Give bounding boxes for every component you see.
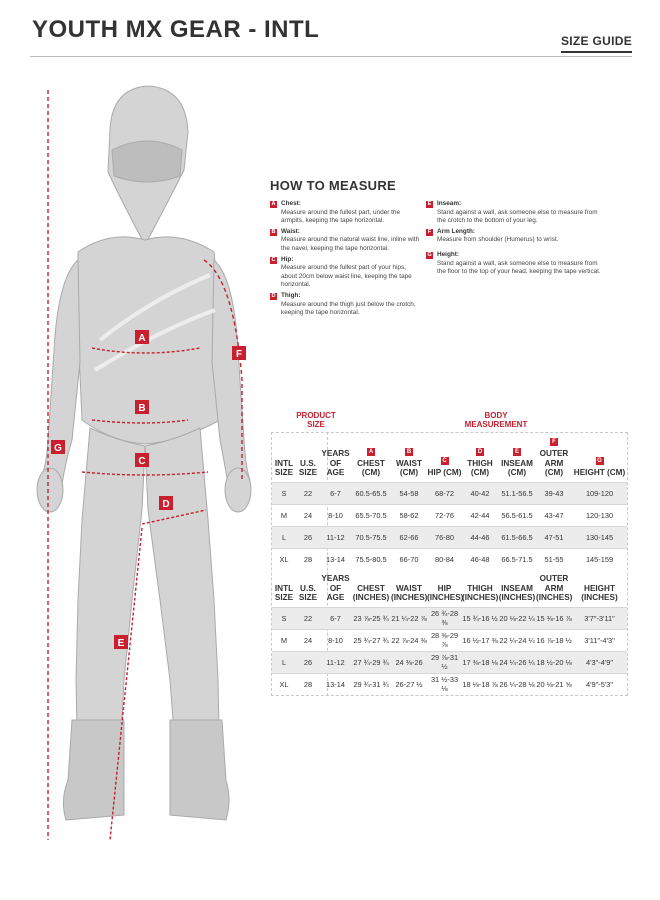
table-cell: 24 ⅜-26: [391, 651, 427, 673]
table-cell: 11-12: [320, 526, 351, 548]
table-cell: 46-48: [462, 548, 498, 570]
table-cell: 28: [296, 673, 320, 695]
column-marker: F: [550, 438, 558, 446]
marker-c: C: [138, 456, 146, 467]
marker-badge: B: [271, 228, 276, 235]
measure-name: Arm Length:: [437, 227, 475, 235]
table-cell: 130-145: [572, 526, 627, 548]
table-cell: 8-10: [320, 504, 351, 526]
column-header: YEARS OF AGE: [321, 449, 350, 477]
column-header: INSEAM (INCHES): [498, 583, 536, 602]
table-row: [272, 651, 627, 673]
table-cell: 39-43: [536, 482, 572, 504]
table-row: [272, 526, 627, 548]
table-cell: 18 ½-20 ⅛: [536, 651, 572, 673]
right-arm-shape: [212, 260, 250, 484]
table-cell: S: [272, 482, 296, 504]
table-cell: 70.5-75.5: [351, 526, 391, 548]
table-cell: 40-42: [462, 482, 498, 504]
measure-name: Hip:: [281, 255, 294, 263]
measure-item-chest: [270, 200, 420, 226]
table-cell: 60.5-65.5: [351, 482, 391, 504]
table-cell: 24: [296, 629, 320, 651]
table-cell: 22: [296, 607, 320, 629]
measure-name: Thigh:: [281, 291, 301, 299]
table-cell: 28: [296, 548, 320, 570]
marker-badge: D: [271, 292, 276, 299]
measure-item-height: [426, 251, 601, 277]
table-row: [272, 607, 627, 629]
table-cell: 62-66: [391, 526, 427, 548]
measure-name: Height:: [437, 250, 460, 258]
page-title: YOUTH MX GEAR - INTL: [32, 16, 320, 43]
column-marker: G: [597, 458, 602, 464]
left-hand-shape: [37, 468, 63, 512]
marker-d: D: [162, 499, 170, 510]
table-cell: 66.5-71.5: [498, 548, 536, 570]
table-cell: 26 ¼-28 ⅛: [498, 673, 536, 695]
measure-name: Waist:: [281, 227, 300, 235]
table-cell: 3'7"-3'11": [572, 607, 627, 629]
table-cell: 31 ½-33 ⅛: [427, 673, 462, 695]
table-cell: S: [272, 607, 296, 629]
table-cell: M: [272, 504, 296, 526]
header-divider: [30, 56, 632, 57]
table-cell: 13-14: [320, 548, 351, 570]
table-cell: L: [272, 526, 296, 548]
measure-desc: Measure around the fullest part of your hips, about 20cm below waist line, keeping the tape horizontal.: [281, 264, 412, 289]
table-cell: 51.1-56.5: [498, 482, 536, 504]
rider-figure-illustration: [20, 80, 270, 895]
marker-badge: A: [271, 201, 276, 207]
table-cell: 13-14: [320, 673, 351, 695]
table-cell: 24: [296, 504, 320, 526]
table-cell: 29 ⅞-31 ½: [427, 651, 462, 673]
table-cell: 25 ¾-27 ¾: [351, 629, 391, 651]
column-header: INTL SIZE: [274, 583, 294, 602]
table-cell: M: [272, 629, 296, 651]
table-cell: 75.5-80.5: [351, 548, 391, 570]
table-cell: 15 ⅜-16 ⅞: [536, 607, 572, 629]
goggle-shape: [112, 141, 182, 182]
table-cell: 27 ¾-29 ¾: [351, 651, 391, 673]
left-boot-shape: [63, 720, 124, 820]
column-header: HEIGHT (INCHES): [581, 583, 618, 602]
marker-g: G: [54, 443, 62, 454]
column-header: HIP (INCHES): [427, 583, 464, 602]
size-table-cm: [272, 436, 627, 570]
measure-desc: Stand against a wall, ask someone else to measure from the crotch to the bottom of your leg.: [437, 208, 598, 225]
table-cell: 22 ¼-24 ¼: [498, 629, 536, 651]
table-cell: 26-27 ½: [391, 673, 427, 695]
table-cell: 47-51: [536, 526, 572, 548]
size-table-inches: [272, 574, 627, 695]
table-cell: L: [272, 651, 296, 673]
column-marker: A: [368, 448, 374, 455]
measure-item-thigh: [270, 292, 420, 318]
table-cell: 20 ⅛-22 ¼: [498, 607, 536, 629]
table-cell: 3'11"-4'3": [572, 629, 627, 651]
table-row: [272, 504, 627, 526]
column-header: WAIST (INCHES): [391, 583, 428, 602]
table-cell: 23 ⅞-25 ¾: [351, 607, 391, 629]
table-cell: 6-7: [320, 482, 351, 504]
right-hand-shape: [225, 468, 251, 512]
column-header: U.S. SIZE: [298, 583, 318, 602]
table-cell: 22: [296, 482, 320, 504]
how-to-measure-list-left: [270, 200, 420, 320]
measure-item-hip: [270, 256, 420, 290]
table-row: [272, 482, 627, 504]
body-measurement-label: BODY MEASUREMENT: [464, 411, 528, 429]
table-cell: 54-58: [391, 482, 427, 504]
column-header: E INSEAM (CM): [501, 448, 533, 477]
table-cell: 16 ⅞-18 ½: [536, 629, 572, 651]
table-cell: 58-62: [391, 504, 427, 526]
table-cell: 4'9"-5'3": [572, 673, 627, 695]
table-cell: 6-7: [320, 607, 351, 629]
right-boot-shape: [170, 720, 229, 820]
how-to-measure-title: HOW TO MEASURE: [270, 178, 397, 193]
column-header: THIGH (INCHES): [462, 583, 499, 602]
measure-desc: Stand against a wall, ask someone else to measure from the floor to the top of your head, keeping the tape vertical.: [437, 259, 601, 276]
column-marker: B: [406, 448, 412, 455]
measure-name: Inseam:: [437, 200, 462, 207]
table-cell: 21 ¼-22 ⅞: [391, 607, 427, 629]
marker-b: B: [138, 403, 146, 414]
column-header: F OUTER ARM (CM): [539, 439, 569, 477]
column-header: YEARS OF AGE: [321, 574, 350, 602]
table-row: [272, 548, 627, 570]
column-header: OUTER ARM (INCHES): [536, 574, 573, 602]
measure-desc: Measure around the thigh just below the crotch, keeping the tape horizontal.: [281, 300, 416, 317]
measure-item-inseam: [426, 200, 601, 226]
table-cell: 15 ¾-16 ½: [462, 607, 498, 629]
how-to-measure-list-right: [426, 200, 601, 279]
table-cell: 42-44: [462, 504, 498, 526]
table-cell: 26: [296, 526, 320, 548]
table-cell: 66-70: [391, 548, 427, 570]
size-table-cm-header: [272, 436, 627, 482]
table-cell: XL: [272, 548, 296, 570]
table-cell: 18 ⅛-18 ⅞: [462, 673, 498, 695]
table-cell: 28 ⅜-29 ⅞: [427, 629, 462, 651]
table-cell: 145-159: [572, 548, 627, 570]
table-cell: 24 ¼-26 ¼: [498, 651, 536, 673]
column-marker: E: [514, 448, 519, 455]
table-cell: 109-120: [572, 482, 627, 504]
table-cell: 11-12: [320, 651, 351, 673]
column-header: D THIGH (CM): [467, 448, 493, 477]
table-cell: 65.5-70.5: [351, 504, 391, 526]
table-cell: 29 ¾-31 ¾: [351, 673, 391, 695]
table-cell: 120-130: [572, 504, 627, 526]
measure-item-arm-length: [426, 228, 601, 245]
measure-desc: Measure around the fullest part, under the armpits, keeping the tape horizontal.: [281, 208, 401, 225]
table-cell: 20 ⅛-21 ⅝: [536, 673, 572, 695]
column-header: U.S. SIZE: [298, 458, 318, 477]
column-header: G HEIGHT (CM): [573, 458, 626, 477]
measure-desc: Measure from shoulder (Humerus) to wrist.: [437, 236, 559, 244]
measure-desc: Measure around the natural waist line, inline with the navel, keeping the tape horizontal.: [281, 236, 420, 252]
column-header: INTL SIZE: [274, 458, 294, 477]
table-cell: 61.5-66.5: [498, 526, 536, 548]
column-header: C HIP (CM): [427, 458, 462, 477]
size-guide-label: SIZE GUIDE: [561, 34, 632, 53]
table-cell: 16 ½-17 ⅜: [462, 629, 498, 651]
table-row: [272, 673, 627, 695]
marker-badge: C: [271, 256, 276, 263]
table-cell: XL: [272, 673, 296, 695]
column-marker: D: [477, 448, 483, 455]
measure-item-waist: [270, 228, 420, 254]
marker-badge: G: [427, 251, 432, 258]
table-cell: 76-80: [427, 526, 462, 548]
table-cell: 80-84: [427, 548, 462, 570]
measure-name: Chest:: [281, 200, 301, 207]
table-cell: 68-72: [427, 482, 462, 504]
table-cell: 4'3"-4'9": [572, 651, 627, 673]
table-cell: 8-10: [320, 629, 351, 651]
column-header: CHEST (INCHES): [352, 583, 390, 602]
marker-a: A: [138, 333, 146, 344]
marker-badge: F: [427, 228, 432, 235]
table-cell: 26 ¾-28 ⅜: [427, 607, 462, 629]
product-size-label: PRODUCT SIZE: [296, 411, 336, 429]
table-cell: 26: [296, 651, 320, 673]
table-cell: 22 ⅞-24 ⅜: [391, 629, 427, 651]
table-cell: 44-46: [462, 526, 498, 548]
table-cell: 17 ⅜-18 ⅛: [462, 651, 498, 673]
table-cell: 51-55: [536, 548, 572, 570]
column-marker: C: [442, 458, 447, 464]
table-row: [272, 629, 627, 651]
column-header: B WAIST (CM): [396, 448, 422, 477]
table-cell: 72-76: [427, 504, 462, 526]
marker-e: E: [117, 638, 125, 649]
table-cell: 56.5-61.5: [498, 504, 536, 526]
column-header: A CHEST (CM): [357, 448, 385, 477]
marker-badge: E: [427, 201, 432, 207]
size-table-inches-header: [272, 574, 627, 607]
table-cell: 43-47: [536, 504, 572, 526]
marker-f: F: [235, 349, 243, 360]
